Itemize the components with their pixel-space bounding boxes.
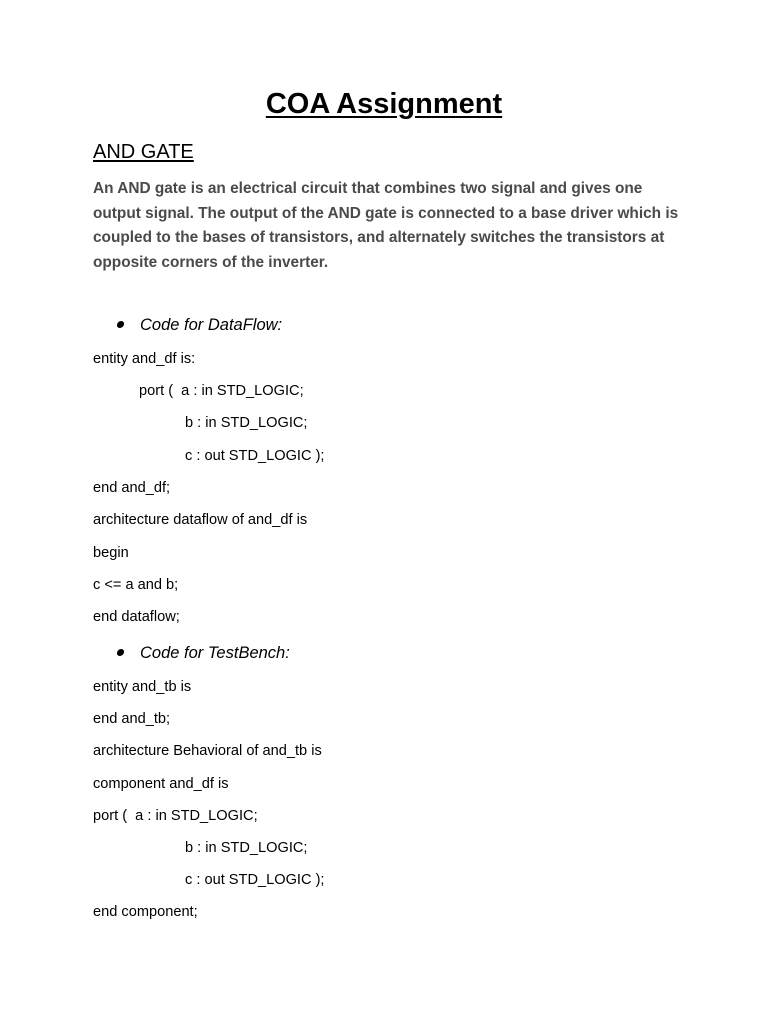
description-paragraph: An AND gate is an electrical circuit that combines two signal and gives one output signal. The output of the AND gate is connected to a base driver which is coupled to the bases of transistors, and alternately switches the transistors at opposite corners of the inverter. xyxy=(93,180,679,272)
bullet-dot-icon xyxy=(116,321,124,328)
bullet-dataflow-label: Code for DataFlow: xyxy=(140,316,283,334)
code-line: c : out STD_LOGIC ); xyxy=(185,448,325,464)
code-line: entity and_df is: xyxy=(93,351,196,367)
code-line: b : in STD_LOGIC; xyxy=(185,840,308,856)
code-line: entity and_tb is xyxy=(93,679,192,695)
code-line: architecture dataflow of and_df is xyxy=(93,512,308,528)
code-line: component and_df is xyxy=(93,776,229,792)
code-line: end and_tb; xyxy=(93,711,171,727)
section-heading: AND GATE xyxy=(93,141,194,163)
bullet-dot-icon xyxy=(116,649,124,656)
document-title: COA Assignment xyxy=(265,88,503,120)
code-line: begin xyxy=(93,545,129,561)
code-line: end and_df; xyxy=(93,480,171,496)
code-line: port ( a : in STD_LOGIC; xyxy=(139,383,304,399)
bullet-testbench xyxy=(117,642,290,664)
bullet-dataflow xyxy=(117,314,282,336)
code-line: c : out STD_LOGIC ); xyxy=(185,872,325,888)
code-line: architecture Behavioral of and_tb is xyxy=(93,743,322,759)
code-line: c <= a and b; xyxy=(93,577,179,593)
code-line: end component; xyxy=(93,904,198,920)
code-line: end dataflow; xyxy=(93,609,180,625)
bullet-testbench-label: Code for TestBench: xyxy=(140,644,290,662)
code-line: port ( a : in STD_LOGIC; xyxy=(93,808,258,824)
code-line: b : in STD_LOGIC; xyxy=(185,415,308,431)
